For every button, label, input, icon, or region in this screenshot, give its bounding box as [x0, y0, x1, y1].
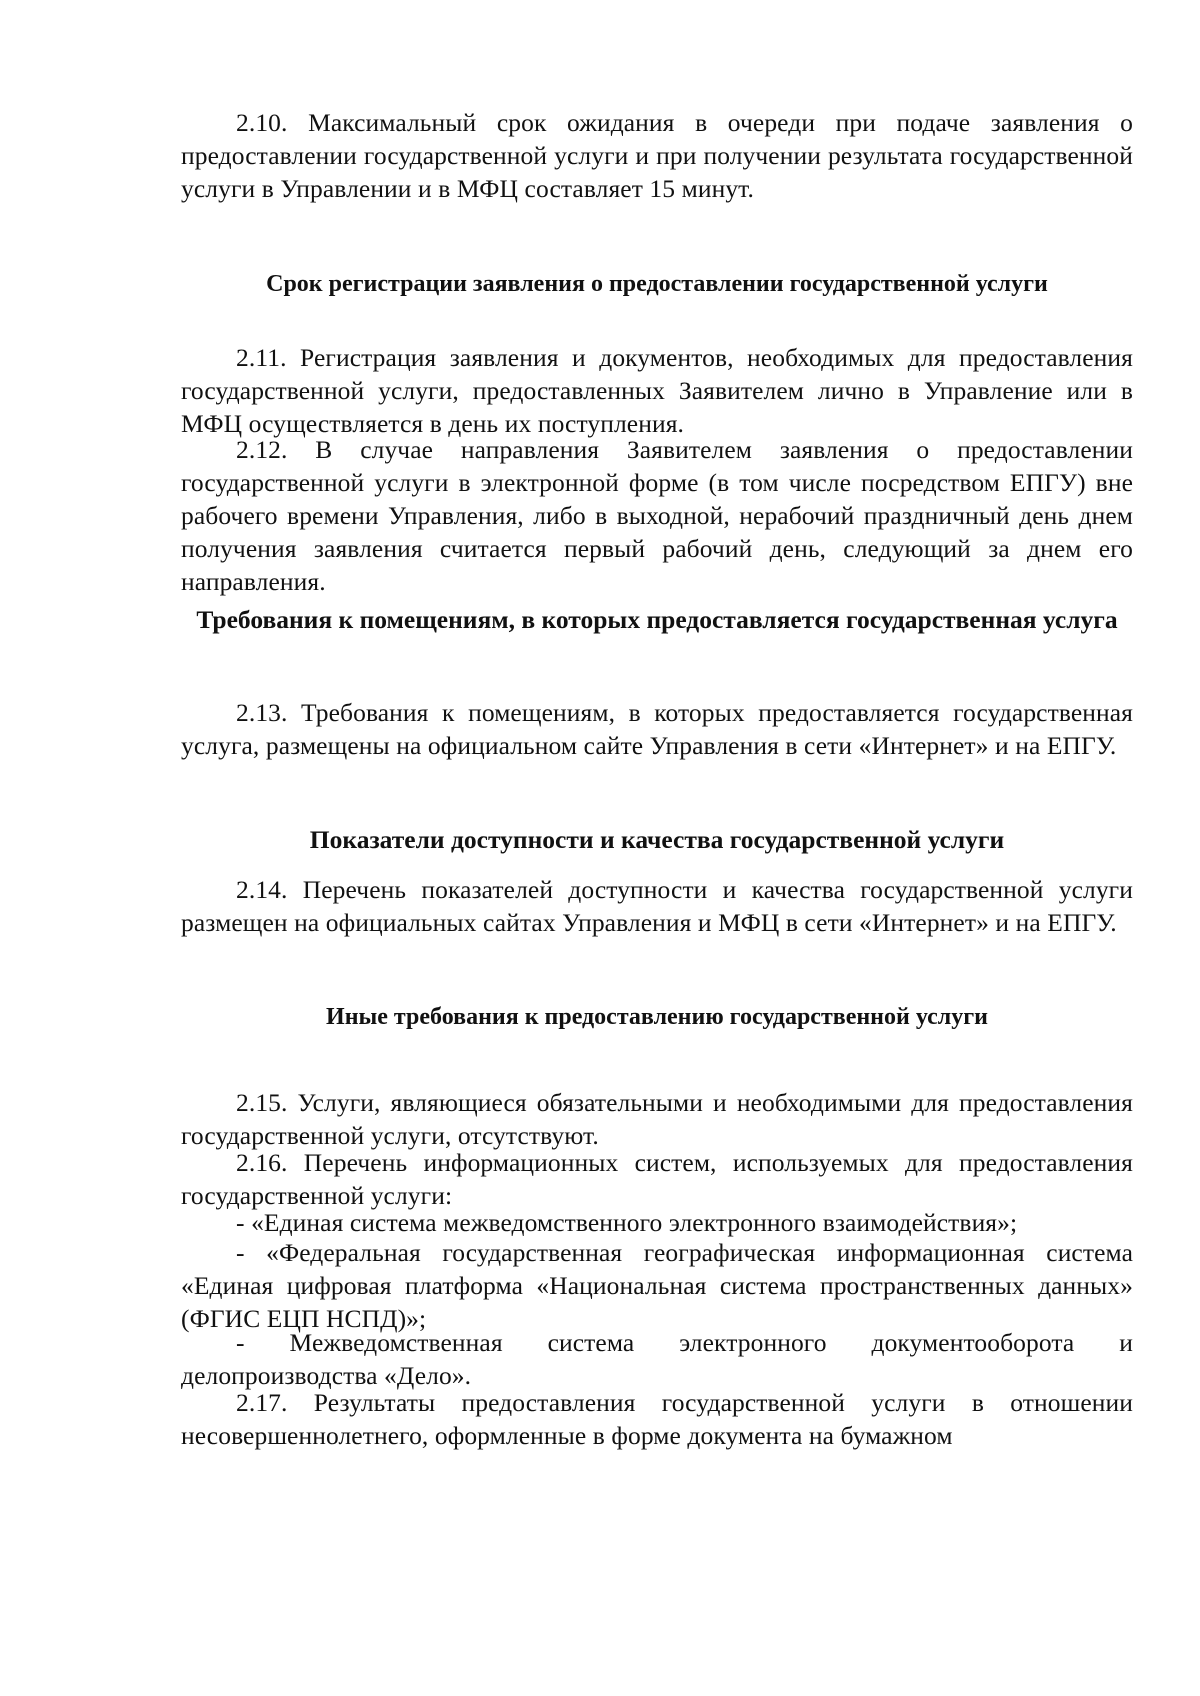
- heading-premises-requirements: Требования к помещениям, в которых предоставляется государственная услуга: [196, 605, 1118, 634]
- paragraph-2-14: 2.14. Перечень показателей доступности и качества государственной услуги размещен на официальных сайтах Управления и МФЦ в сети «Интернет» и на ЕПГУ.: [181, 875, 1133, 937]
- paragraph-2-17: 2.17. Результаты предоставления государственной услуги в отношении несовершеннолетнего, оформленные в форме документа на бумажном: [181, 1388, 1133, 1450]
- list-item-fgis-nspd: - «Федеральная государственная географическая информационная система «Единая цифровая платформа «Национальная система пространственных данных» (ФГИС ЕЦП НСПД)»;: [181, 1238, 1133, 1333]
- list-item-delo: - Межведомственная система электронного документооборота и делопроизводства «Дело».: [181, 1328, 1133, 1390]
- heading-other-requirements: Иные требования к предоставлению государственной услуги: [326, 1004, 988, 1030]
- heading-registration-term: Срок регистрации заявления о предоставлении государственной услуги: [266, 271, 1048, 297]
- paragraph-2-11: 2.11. Регистрация заявления и документов, необходимых для предоставления государственной услуги, предоставленных Заявителем лично в Управление или в МФЦ осуществляется в день их поступления.: [181, 343, 1133, 438]
- heading-accessibility-indicators: Показатели доступности и качества государственной услуги: [309, 825, 1005, 854]
- paragraph-2-10: 2.10. Максимальный срок ожидания в очереди при подаче заявления о предоставлении государственной услуги и при получении результата государственной услуги в Управлении и в МФЦ составляет 15 минут.: [181, 108, 1133, 203]
- paragraph-2-13: 2.13. Требования к помещениям, в которых предоставляется государственная услуга, размещены на официальном сайте Управления в сети «Интернет» и на ЕПГУ.: [181, 698, 1133, 760]
- paragraph-2-12: 2.12. В случае направления Заявителем заявления о предоставлении государственной услуги в электронной форме (в том числе посредством ЕПГУ) вне рабочего времени Управления, либо в выходной, нерабочий праздничный день днем получения заявления считается первый рабочий день, следующий за днем его направления.: [181, 435, 1133, 596]
- paragraph-2-16: 2.16. Перечень информационных систем, используемых для предоставления государственной услуги:: [181, 1148, 1133, 1210]
- paragraph-2-15: 2.15. Услуги, являющиеся обязательными и необходимыми для предоставления государственной услуги, отсутствуют.: [181, 1088, 1133, 1150]
- list-item-smev: - «Единая система межведомственного электронного взаимодействия»;: [236, 1208, 1018, 1237]
